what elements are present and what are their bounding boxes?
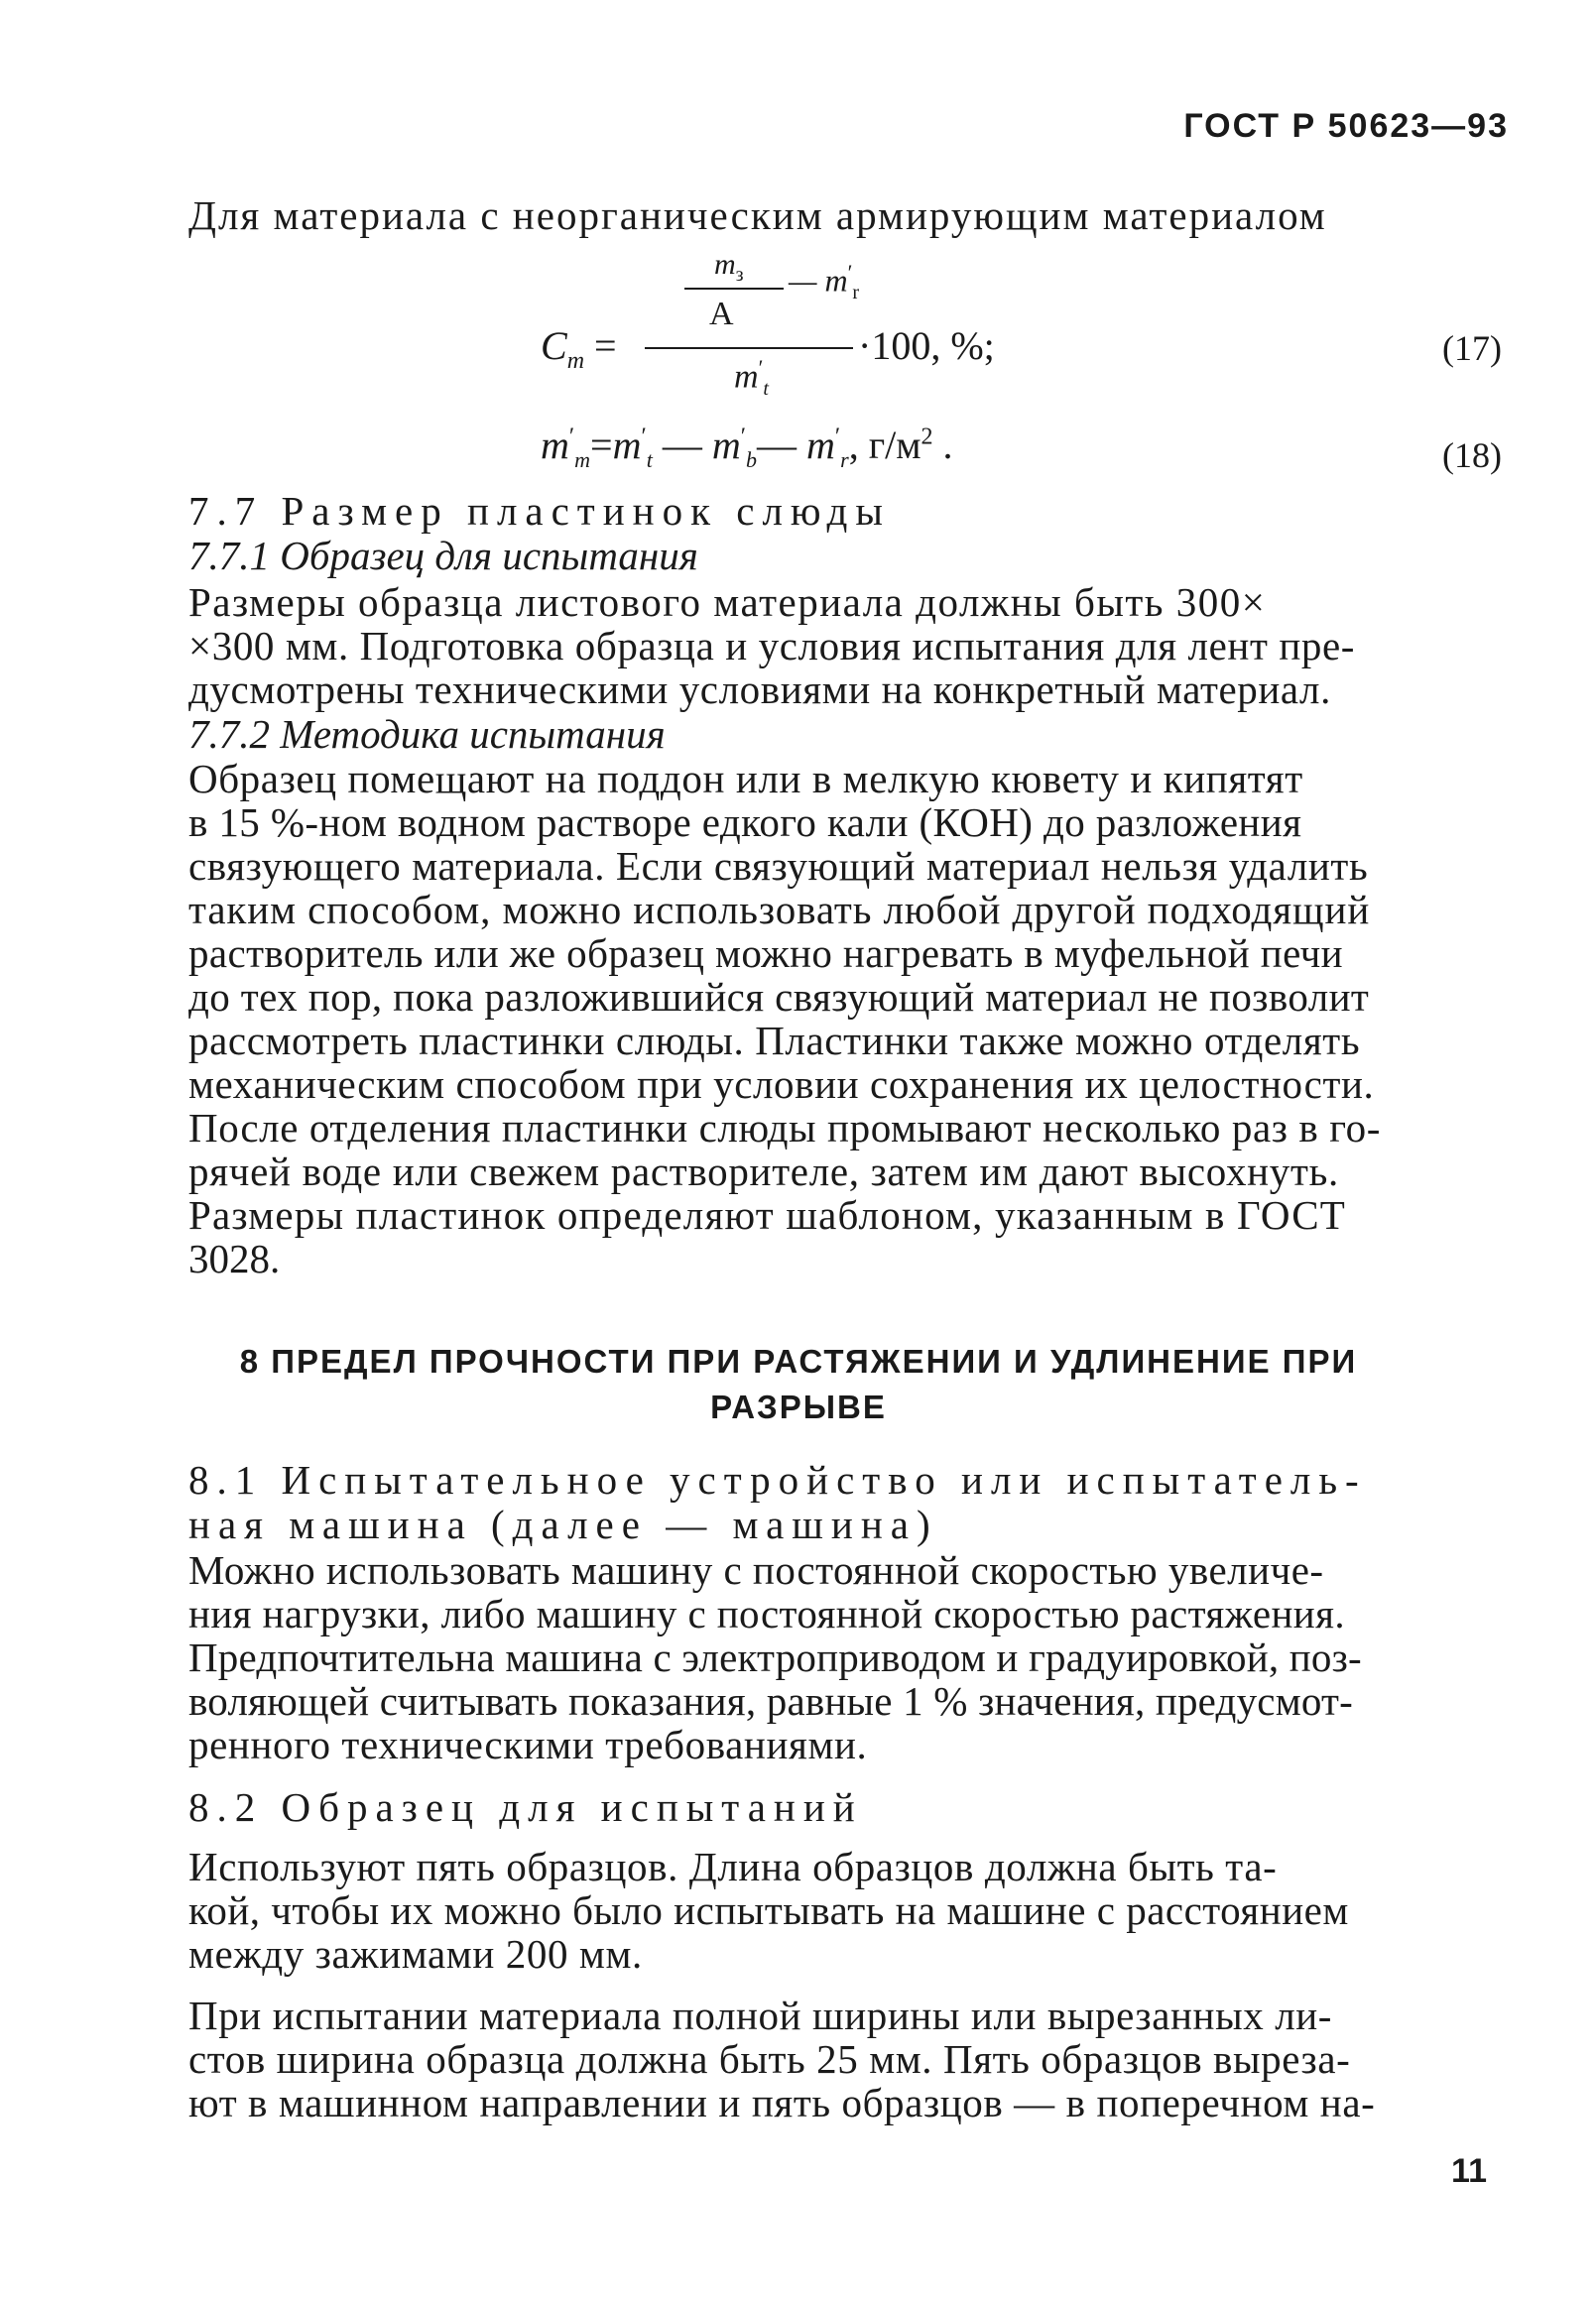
body-line: в 15 %-ном водном растворе едкого кали (КОН) до разложения [188, 799, 1302, 845]
formula-17-A: A [709, 296, 734, 332]
formula-17-den-base: m [734, 358, 759, 396]
body-line: таким способом, можно использовать любой другой подходящий [188, 887, 1371, 932]
body-line: до тех пор, пока разложившийся связующий материал не позволит [188, 974, 1370, 1020]
f18-t2: m [711, 423, 741, 467]
formula-17-tail: ·100, %; [858, 323, 995, 368]
formula-17-mr [789, 260, 859, 304]
formula-17-number: (17) [1442, 328, 1502, 368]
f18-tail-sup: 2 [921, 424, 933, 450]
formula-17-main-bar [645, 347, 853, 349]
body-line: рассмотреть пластинки слюды. Пластинки также можно отделять [188, 1018, 1361, 1063]
f18-lhs-sub: m [574, 447, 591, 472]
f18-t1-sup: ′ [641, 424, 647, 450]
f18-t2-sub: b [746, 447, 757, 472]
f18-t3: m [806, 423, 835, 467]
formula-17-den-sub: t [763, 378, 769, 401]
body-line: Предпочтительна машина с электроприводом и градуировкой, поз- [188, 1635, 1362, 1680]
formula-17-mr-base: — m [789, 262, 848, 299]
f18-minus2: — [757, 423, 797, 467]
f18-t2-sup: ′ [740, 424, 746, 450]
body-line: Используют пять образцов. Длина образцов должна быть та- [188, 1844, 1278, 1889]
formula-17-m3 [714, 248, 744, 287]
body-line: 3028. [188, 1236, 281, 1281]
section-8-title-line1: 8 ПРЕДЕЛ ПРОЧНОСТИ ПРИ РАСТЯЖЕНИИ И УДЛИНЕНИЕ ПРИ [239, 1343, 1358, 1380]
f18-tail-end: . [942, 423, 953, 467]
body-line: Образец помещают на поддон или в мелкую кювету и кипятят [188, 756, 1303, 801]
body-line: кой, чтобы их можно было испытывать на машине с расстоянием [188, 1887, 1349, 1933]
f18-minus1: — [662, 423, 702, 467]
body-line: между зажимами 200 мм. [188, 1931, 643, 1977]
document-header: ГОСТ Р 50623—93 [1183, 107, 1509, 145]
f18-t3-sup: ′ [834, 424, 841, 450]
body-line: механическим способом при условии сохранения их целостности. [188, 1061, 1375, 1107]
formula-18-expression [541, 422, 953, 473]
f18-t1-sub: t [646, 447, 653, 472]
formula-17-m3-sub: з [735, 264, 744, 286]
body-line: растворитель или же образец можно нагревать в муфельной печи [188, 930, 1344, 976]
formula-17-den-sup: ′ [758, 355, 764, 380]
formula-17-mr-sub: r [852, 282, 860, 304]
body-line: рячей воде или свежем растворителе, затем им дают высохнуть. [188, 1149, 1339, 1194]
body-line: При испытании материала полной ширины или вырезанных ли- [188, 1993, 1333, 2038]
body-line: Размеры пластинок определяют шаблоном, указанным в ГОСТ [188, 1192, 1347, 1238]
section-7-7-title: 7.7 Размер пластинок слюды [188, 488, 891, 534]
body-line: ют в машинном направлении и пять образцов — в поперечном на- [188, 2080, 1376, 2125]
section-8-1-title-line1: 8.1 Испытательное устройство или испытатель- [188, 1457, 1367, 1503]
formula-17-lhs: $C_m$ = [541, 323, 617, 374]
formula-17-m3-base: m [714, 248, 736, 281]
f18-t1: m [612, 423, 642, 467]
body-line: стов ширина образца должна быть 25 мм. Пять образцов выреза- [188, 2036, 1351, 2082]
formula-17-den [734, 355, 769, 401]
f18-lhs: m [541, 423, 569, 467]
section-8-title-line2: РАЗРЫВЕ [710, 1389, 887, 1425]
f18-t3-sub: r [840, 447, 849, 472]
body-line: дусмотрены техническими условиями на конкретный материал. [188, 666, 1331, 712]
body-line: ×300 мм. Подготовка образца и условия испытания для лент пре- [188, 623, 1356, 668]
intro-text: Для материала с неорганическим армирующим материалом [188, 192, 1327, 238]
section-7-7-1-title: 7.7.1 Образец для испытания [188, 533, 698, 578]
f18-lhs-sup: ′ [568, 424, 575, 450]
body-line: воляющей считывать показания, равные 1 % значения, предусмот- [188, 1678, 1353, 1724]
f18-tail: , г/м [848, 423, 921, 467]
formula-18-number: (18) [1442, 435, 1502, 475]
body-line: Размеры образца листового материала должны быть 300× [188, 579, 1267, 625]
body-line: ния нагрузки, либо машину с постоянной скоростью растяжения. [188, 1591, 1346, 1636]
formula-17-lhs-sub: m [566, 348, 585, 374]
formula-17-mr-sup: ′ [847, 260, 853, 285]
page-number: 11 [1451, 2152, 1487, 2190]
body-line: ренного техническими требованиями. [188, 1722, 868, 1767]
f18-eq: = [590, 423, 613, 467]
body-line: связующего материала. Если связующий материал нельзя удалить [188, 843, 1369, 889]
section-8-2-title: 8.2 Образец для испытаний [188, 1784, 863, 1830]
section-8-1-title-line2: ная машина (далее — машина) [188, 1502, 938, 1547]
body-line: Можно использовать машину с постоянной скоростью увеличе- [188, 1547, 1324, 1593]
body-line: После отделения пластинки слюды промывают несколько раз в го- [188, 1105, 1381, 1150]
formula-17-lhs-base: C [541, 323, 567, 368]
formula-17-inner-bar [684, 288, 784, 290]
section-7-7-2-title: 7.7.2 Методика испытания [188, 711, 666, 757]
